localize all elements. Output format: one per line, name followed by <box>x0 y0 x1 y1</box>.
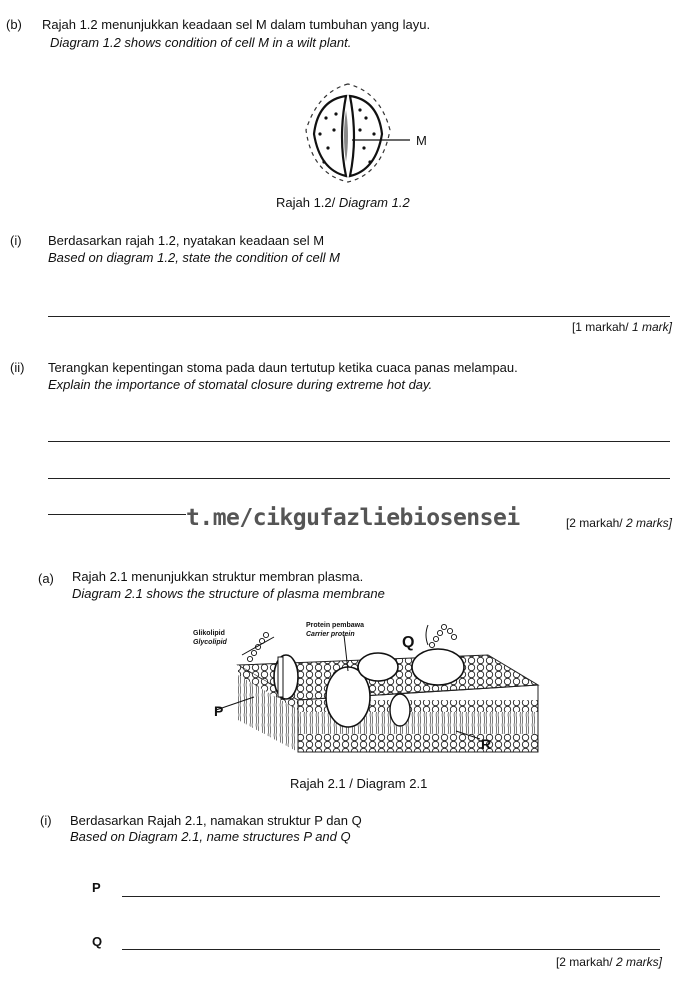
part-a-text-en: Diagram 2.1 shows the structure of plasma membrane <box>72 586 385 601</box>
q-ii-marks-ms: [2 markah/ <box>565 516 623 530</box>
diagram-2-1-plasma-membrane <box>188 615 548 775</box>
part-b-label: (b) <box>6 17 22 32</box>
q-ii-marks-en: 2 marks] <box>625 516 672 530</box>
caption-1-2 <box>276 195 410 210</box>
part-a-text-ms: Rajah 2.1 menunjukkan struktur membran plasma. <box>72 569 364 584</box>
label-glikolipid-ms: Glikolipid <box>193 630 225 637</box>
diagram-label-q: Q <box>402 634 415 651</box>
caption-1-2-en: Diagram 1.2 <box>338 195 410 210</box>
q-a-i-marks <box>556 955 662 969</box>
q-i-text-ms: Berdasarkan rajah 1.2, nyatakan keadaan sel M <box>48 233 325 248</box>
q-ii-marks <box>566 516 672 530</box>
diagram-label-p: P <box>214 703 224 719</box>
q-ii-number: (ii) <box>10 360 25 375</box>
label-glycolipid <box>193 629 227 647</box>
answer-line-q-ii-3[interactable] <box>48 514 186 515</box>
q-a-i-number: (i) <box>40 813 52 828</box>
q-i-marks <box>572 320 672 334</box>
q-a-i-text-en: Based on Diagram 2.1, name structures P and Q <box>70 829 351 844</box>
answer-label-q: Q <box>92 934 103 949</box>
part-b-text-en: Diagram 1.2 shows condition of cell M in a wilt plant. <box>50 35 352 50</box>
label-glycolipid-en: Glycolipid <box>193 639 227 646</box>
label-protein-pembawa-ms: Protein pembawa <box>306 622 364 629</box>
watermark: t.me/cikgufazliebiosensei <box>186 505 520 531</box>
label-carrier-protein <box>306 621 364 639</box>
q-i-marks-ms: [1 markah/ <box>571 320 629 334</box>
answer-line-q-i[interactable] <box>48 316 670 317</box>
diagram-label-r: R <box>481 736 492 752</box>
diagram-label-m: M <box>416 133 427 148</box>
q-a-i-marks-en: 2 marks] <box>615 955 662 969</box>
answer-line-q-ii-2[interactable] <box>48 478 670 479</box>
part-b-text-ms: Rajah 1.2 menunjukkan keadaan sel M dalam tumbuhan yang layu. <box>42 17 431 32</box>
q-i-text-en: Based on diagram 1.2, state the condition of cell M <box>48 250 340 265</box>
q-ii-text-en: Explain the importance of stomatal closure during extreme hot day. <box>48 377 433 392</box>
q-ii-text-ms: Terangkan kepentingan stoma pada daun tertutup ketika cuaca panas melampau. <box>48 360 518 375</box>
q-i-number: (i) <box>10 233 22 248</box>
caption-1-2-ms: Rajah 1.2/ <box>276 195 336 210</box>
label-carrier-protein-en: Carrier protein <box>306 631 355 638</box>
q-a-i-marks-ms: [2 markah/ <box>555 955 613 969</box>
caption-2-1: Rajah 2.1 / Diagram 2.1 <box>290 776 428 791</box>
answer-line-p[interactable] <box>122 896 660 897</box>
answer-label-p: P <box>92 880 101 895</box>
q-i-marks-en: 1 mark] <box>631 320 672 334</box>
q-a-i-text-ms: Berdasarkan Rajah 2.1, namakan struktur P dan Q <box>70 813 362 828</box>
part-a-label: (a) <box>38 571 54 586</box>
answer-line-q[interactable] <box>122 949 660 950</box>
answer-line-q-ii-1[interactable] <box>48 441 670 442</box>
